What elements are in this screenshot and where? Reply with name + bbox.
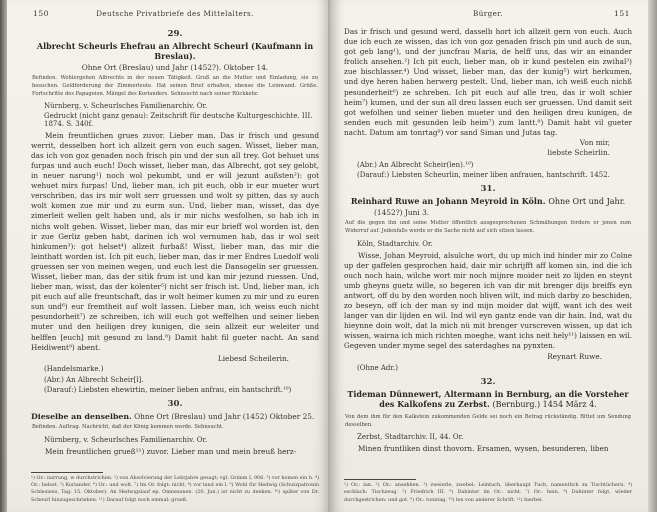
right-footnote-block [344, 475, 632, 504]
letter-31-regest: Auf die gegen ihn und seine Mutter öffentlich ausgesprochenen Schmähungen fordere er jenen zum Widerruf auf. Jedenfalls werde er die Sache nicht auf sich sitzen lassen. [345, 220, 631, 235]
footnote-rule-right [344, 479, 416, 480]
binding-edge-shadow [0, 0, 7, 512]
letter-29-printed-note: Gedruckt (nicht ganz genau): Zeitschrift für deutsche Kulturgeschichte. III. 1874. S. 340f. [44, 111, 313, 128]
left-footnote-block [31, 468, 319, 504]
letter-31-heading-bold: Reinhard Ruwe an Johann Meyroid in Köln. [350, 196, 546, 207]
left-page [7, 0, 328, 512]
letter-30-number: 30. [167, 399, 183, 410]
letter-30-dateline: Ohne Ort (Breslau) und Jahr (1452) Oktober 25. [134, 412, 315, 422]
letter-29-heading: Albrecht Scheurls Ehefrau an Albrecht Scheurl (Kaufmann in Breslau). [36, 41, 314, 62]
left-page-number: 150 [33, 9, 49, 18]
right-page [330, 0, 648, 512]
letter-32-regest: Von dem ihm für den Kalkstein zukommenden Gelde sei noch ein Betrag rückständig. Bittet um Sendung desselben. [345, 413, 631, 428]
letter-30-heading: Dieselbe an denselben. [31, 412, 132, 422]
left-footnotes: ¹) Or.: narrung, w durchstrichen. ²) von Absolvierung der Lehrjahre gesagt; vgl. Grimm I, 906. ³) vor komen ein h. ⁴) Or.: helset. ⁵) Koriander. ⁶) Or.: und wolt. ⁷) Im Or. folgt: nicht. ⁸) vor land ein l. ⁹) Wohl für Hedwig (Schutzpatronin Schlesiens, Tag: 15. Oktober). An Hedwigslauf ep. Omnesanen. (20. Jun.) ist nicht zu denken. ¹⁰) später von Dr. Scheurl hinzugeschrieben. ¹¹) Darauf folgt noch einmal: grueß. [31, 474, 319, 503]
letter-32-source: Zerbst, Stadtarchiv. II, 44. Or. [357, 432, 464, 441]
letter-31-no-address-note: (Ohne Adr.) [357, 363, 398, 372]
letter-32-heading-bold: Tideman Dünnewert, Altermann in Bernburg, an die Vorsteher des Kalkofens zu Zerbst. [347, 388, 629, 410]
letter-30-body-continuation: Das ir frisch und gesund werd, dasselb hort ich allzeit gern von euch. Auch due ich euch ze wissen, das ich von goz genaden frisch pin und auch de sun, got geb lang¹), und der juncfrau Maria, de helff uns, das wir an einander frolich ansehen.²) Ich pit euch, lieber man, ob ir kund pestelen ein zwihal³) zue bischlasser.⁴) Und wisset, lieber man, das der kunig⁵) wirt herkumen, und dye heren haben herwerg pestelt. Und, lieber man, ich weiß euch nichß pesunderheit⁶) ze schreben. Ich pit euch auf alle treu, das ir wolt schier heim⁷) kumen, und der sun all dreu lassen euch ser gruessen. Und damit seit got wefolhen und seiner lieben mueter und den heiligen dreu kunigen, de senden euch mit gesunden leib heim⁷) zum lantt.⁸) Damit habt vil gueter nacht. Datum am tonrtag⁹) vor sand Siman und Jutas tag. [344, 27, 632, 137]
letter-31-body: Wisse, Johan Meyroid, alsulche wort, du up mich ind hinder mir zo Colne up der gaffelen gesprochen haid, dair mir schrijfft aff komen sin, ind die ich ouch noch hain, wilche wort mir noch mijnre moider neit zo lijden en steynt umb gheyns guetz wille, so begeren ich van dir mit brenger dijs breiffs eyn antwort, off du by den worden noch bliven wilt, ind mich darby zo beschiden, zo beseyn, off ich der man sy ind mijn moider dat wijff, want ich des weit langer van dir lijden en wil. Ind wil eyn gantz ende van dir hain. Ind, wat du hieynne doin wolt, dat la mich nü mit brenger vurscreven wissen, up dat ich wissen, wairna ich mich richten moeghe, want ichs neit hely¹¹) laissen en wil. Gegeven under myme segel des saterdaghes na pynxten. [344, 250, 632, 351]
left-page-header [31, 9, 319, 22]
letter-29-number: 29. [167, 29, 183, 39]
letter-29-signature: Liebesd Scheilerin. [217, 353, 289, 363]
letter-31-signature: Reynart Ruwe. [547, 352, 602, 362]
right-page-number: 151 [614, 9, 630, 18]
letter-29-body: Mein freuntlichen grues zuvor. Lieber man. Das ir frisch und gesund werrit, desselben hort ich allzeit gern von euch sagen. Wisset, lieber man, das ich von goz genaden noch frisch pin und der sun all trey. Got behuet uns furpas und auch euch! Doch wisset, lieber man, das Albrecht, got sey gelobt, in neuer narung¹) noch wol pekumbt, und er will jezunt außsten²): got wehuet mirs furpas! Und, lieber man, ich pit euch, obb ir eur mueter wurt verschriben, das irs mir wolt serr gruessen und wolt sy pitten, das sy auch wolt komen zue mir und zu eurm sun. Und, lieber man, wisset, das dye zimerleit wellen gelt haben und, als ir mir nichs wesfolhen, so hab ich in nichs wolt geben. Wisset, lieber man, das mir eur brieff wol worden ist, den ir zue Gerliz geben habt, darinen ich wol vernumen hab, das ir wol seit hinkumen³): got helset⁴) allzeit furbaß! Wisst, lieber man, das mir die leinthatt worden ist. Ich pit euch, lieber man, das ir mer Endres Luedolf woli gruessen ser von meinen wegen, und euch lest die Dansogelin ser gruessen. Wisset, lieber man, das der sitik frum ist und kan mir jezund ruessen. Und, lieber man, wisst, das der kolenter⁵) nicht ser frisch ist. Und, lieber man, ich pit euch auf alle freuntschaft, das ir wolt heimer kumen zu mir und zu euren sun und⁶) eur fremtheit auf wolt lassen. Lieber man, ich weiss euch nicht pesundorheit⁷) ze schreiben, ich will euch got weffelhen und seiner lieben muter und den heiligen drey kunigen, die sein allzeit eur weleiter und helffen [euch] mit gesund zu land.⁸) Damit habt fil gueter nacht. An sand Heidiwent⁹) abent. [31, 130, 319, 352]
letter-29-source: Nürnberg, v. Scheurlsches Familienarchiv. Or. [44, 102, 208, 111]
running-title-right: Bürger. [473, 9, 503, 18]
letter-29-handelsmarke-note: (Handelsmarke.) [44, 365, 104, 374]
letter-31-heading [344, 196, 632, 207]
letter-29-address: (Abr.) An Albrecht Scheir[l]. [44, 375, 144, 384]
letter-30-regest: Befinden. Auftrag. Nachricht, daß der König kommen werde. Sehnsucht. [32, 424, 224, 431]
letter-30-address: (Abr.) An Albrecht Scheir(len).¹⁰) [357, 160, 474, 169]
letter-29-regest: Befinden. Wohlergehen Albrechts in der neuen Tätigkeit. Gruß an die Mutter und Einladung, sie zu besuchen. Geldforderung der Zimmerleute. Hat seinen Brief erhalten, ebenso die Leinwand. Grüße. Fortschritte des Papageien. Mängel des Korianders. Sehnsucht nach seiner Rückkehr. [32, 75, 318, 97]
letter-31-heading-plain: Ohne Ort und Jahr. [548, 197, 626, 207]
letter-30-body-start: Mein freuntlichen grueß¹¹) zuvor. Lieber man und mein breuß herz- [45, 446, 297, 456]
letter-31-source: Köln, Stadtarchiv. Or. [357, 239, 433, 248]
letter-32-number: 32. [480, 376, 496, 387]
letter-30-signature-line1: Von mir, [579, 138, 610, 148]
footnote-rule-left [31, 472, 103, 473]
right-page-header [344, 9, 632, 22]
page-edge-shadow [648, 0, 657, 512]
letter-29-endorsement: (Darauf:) Liebsten ehewirtin, meiner lieben anfrau, ein hantschrift.¹⁰) [44, 386, 292, 395]
letter-29-dateline: Ohne Ort (Breslau) und Jahr (1452?). Oktober 14. [81, 63, 269, 73]
letter-30-heading-line [31, 412, 319, 421]
letter-32-heading-plain: (Bernburg.) 1454 März 4. [492, 400, 597, 410]
right-footnotes: ¹) Or.: lan. ²) Or.: ansehhen. ³) zweierle, zwehel: Leintuch, überhaupt Tuch, namentlich zu Tischtüchern. ⁴) eschlach: Tischzeug. ⁵) Friedrich III. ⁶) Dahinter im Or.: nicht. ⁷) Or.: hein. ⁸) Dahinter folgt, wieder durchgestrichen: und got. ⁹) Or.: tonntag. ¹⁰) len von anderer Schrift. ¹¹) hierbei. [344, 481, 632, 503]
letter-30-source: Nürnberg, v. Scheurlsches Familienarchiv. Or. [44, 435, 208, 444]
letter-32-heading [344, 389, 632, 411]
two-page-spread [7, 0, 648, 512]
letter-30-endorsement: (Darauf:) Liebsten Scheurlin, meiner liben anfrauen, hantschrift. 1452. [357, 171, 610, 180]
running-title-left: Deutsche Privatbriefe des Mittelalters. [96, 9, 254, 18]
letter-32-body-start: Minen fruntliken dinst thovorn. Ersamen, wysen, besunderen, liben [358, 443, 609, 453]
letter-31-dateline: (1452?) Juni 3. [374, 208, 430, 218]
letter-30-signature-line2: liebste Scheirlin. [547, 148, 610, 158]
letter-31-number: 31. [480, 184, 496, 195]
